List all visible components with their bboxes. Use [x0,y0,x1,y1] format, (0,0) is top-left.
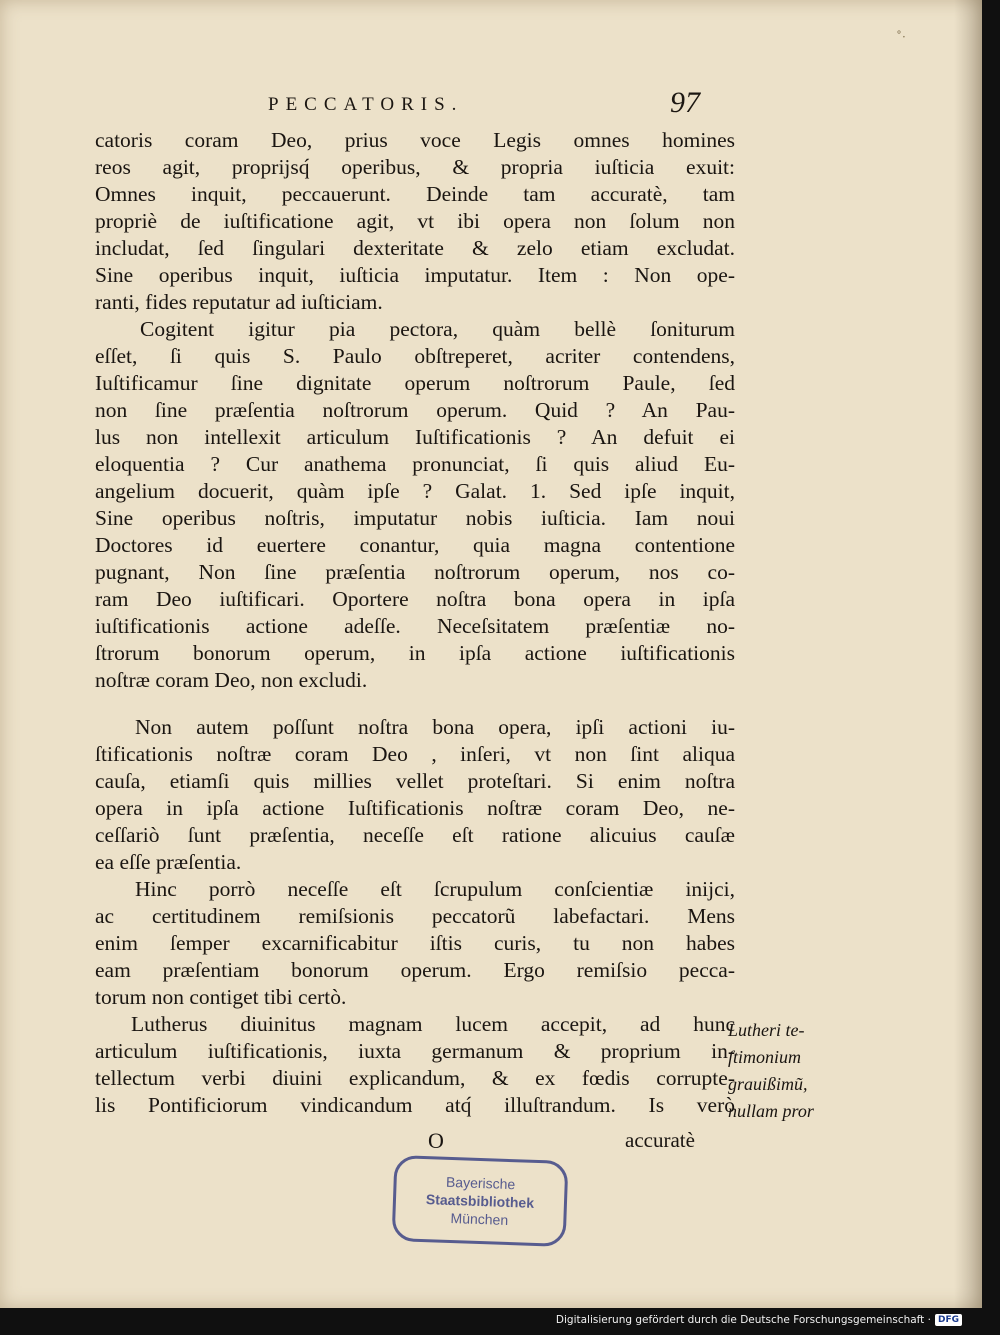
page-number: 97 [670,86,700,119]
text-line: lus non intellexit articulum Iuſtificationis ? An defuit ei [95,425,735,449]
text-line: Lutherus diuinitus magnam lucem accepit, ad hunc [131,1012,735,1036]
text-line: non ſine præſentia noſtrorum operum. Quid ? An Pau- [95,398,735,422]
footer-text: Digitalisierung gefördert durch die Deutsche Forschungsgemeinschaft · [555,1314,931,1326]
text-line: Cogitent igitur pia pectora, quàm bellè ſoniturum [140,317,735,341]
marginal-line: nullam pror [728,1101,814,1121]
text-line: Hinc porrò neceſſe eſt ſcrupulum conſcientiæ inijci, [135,877,735,901]
text-line: includat, ſed ſingulari dexteritate & zelo etiam excludat. [95,236,735,260]
text-line: ceſſariò ſunt præſentia, neceſſe eſt ratione alicuius cauſæ [95,823,735,847]
marginal-line: Lutheri te- [728,1020,805,1040]
stamp-line: Bayerische [445,1173,516,1193]
text-line: pugnant, Non ſine præſentia noſtrorum operum, nos co- [95,560,735,584]
text-line: Omnes inquit, peccauerunt. Deinde tam accuratè, tam [95,182,735,206]
text-line: cauſa, etiamſi quis millies vellet proteſtari. Si enim noſtra [95,769,735,793]
text-line: ranti, fides reputatur ad iuſticiam. [95,290,383,314]
text-line: eloquentia ? Cur anathema pronunciat, ſi quis aliud Eu- [95,452,735,476]
text-line: lis Pontificiorum vindicandum atq́ illuſtrandum. Is verò [95,1093,735,1117]
text-line: Sine operibus noſtris, imputatur nobis iuſticia. Iam noui [95,506,735,530]
text-line: ea eſſe præſentia. [95,850,242,874]
catchword: accuratè [625,1128,695,1152]
dfg-logo-icon: DFG [935,1314,962,1326]
text-line: Doctores id euertere conantur, quia magna contentione [95,533,735,557]
text-line: ſtrorum bonorum operum, in ipſa actione iuſtificationis [95,641,735,665]
text-line: noſtræ coram Deo, non excludi. [95,668,368,692]
text-line: articulum iuſtificationis, iuxta germanum & proprium in- [95,1039,735,1063]
text-line: iuſtificationis actione adeſſe. Neceſsitatem præſentiæ no- [95,614,735,638]
running-head: PECCATORIS. [268,94,464,115]
text-line: angelium docuerit, quàm ipſe ? Galat. 1. Sed ipſe inquit, [95,479,735,503]
marginal-line: grauißimũ, [728,1074,808,1094]
signature-mark: O [428,1128,444,1153]
text-line: Sine operibus inquit, iuſticia imputatur. Item : Non ope- [95,263,735,287]
text-line: torum non contiget tibi certò. [95,985,347,1009]
text-line: ſtificationis noſtræ coram Deo , inſeri, vt non ſint aliqua [95,742,735,766]
library-stamp [392,1155,569,1247]
digitization-footer [556,1314,962,1326]
text-line: Iuſtificamur ſine dignitate operum noſtrorum Paule, ſed [95,371,735,395]
text-line: Non autem poſſunt noſtra bona opera, ipſi actioni iu- [135,715,735,739]
marginal-line: ſtimonium [728,1047,802,1067]
stamp-line: Staatsbibliothek [425,1191,535,1211]
text-line: opera in ipſa actione Iuſtificationis noſtræ coram Deo, ne- [95,796,735,820]
corner-mark: ˚· [896,30,906,44]
text-line: ac certitudinem remiſsionis peccatorũ labefactari. Mens [95,904,735,928]
text-line: enim ſemper excarnificabitur iſtis curis, tu non habes [95,931,735,955]
text-line: eam præſentiam bonorum operum. Ergo remiſsio pecca- [95,958,735,982]
text-line: ram Deo iuſtificari. Oportere noſtra bona opera in ipſa [95,587,735,611]
text-line: eſſet, ſi quis S. Paulo obſtreperet, acriter contendens, [95,344,735,368]
body-text [95,127,735,1119]
text-line: catoris coram Deo, prius voce Legis omnes homines [95,128,735,152]
marginal-note [728,1017,848,1125]
text-line: reos agit, proprijsq́ operibus, & propria iuſticia exuit: [95,155,735,179]
stamp-line: München [450,1209,509,1228]
text-line: propriè de iuſtificatione agit, vt ibi opera non ſolum non [95,209,735,233]
text-line: tellectum verbi diuini explicandum, & ex fœdis corrupte- [95,1066,735,1090]
